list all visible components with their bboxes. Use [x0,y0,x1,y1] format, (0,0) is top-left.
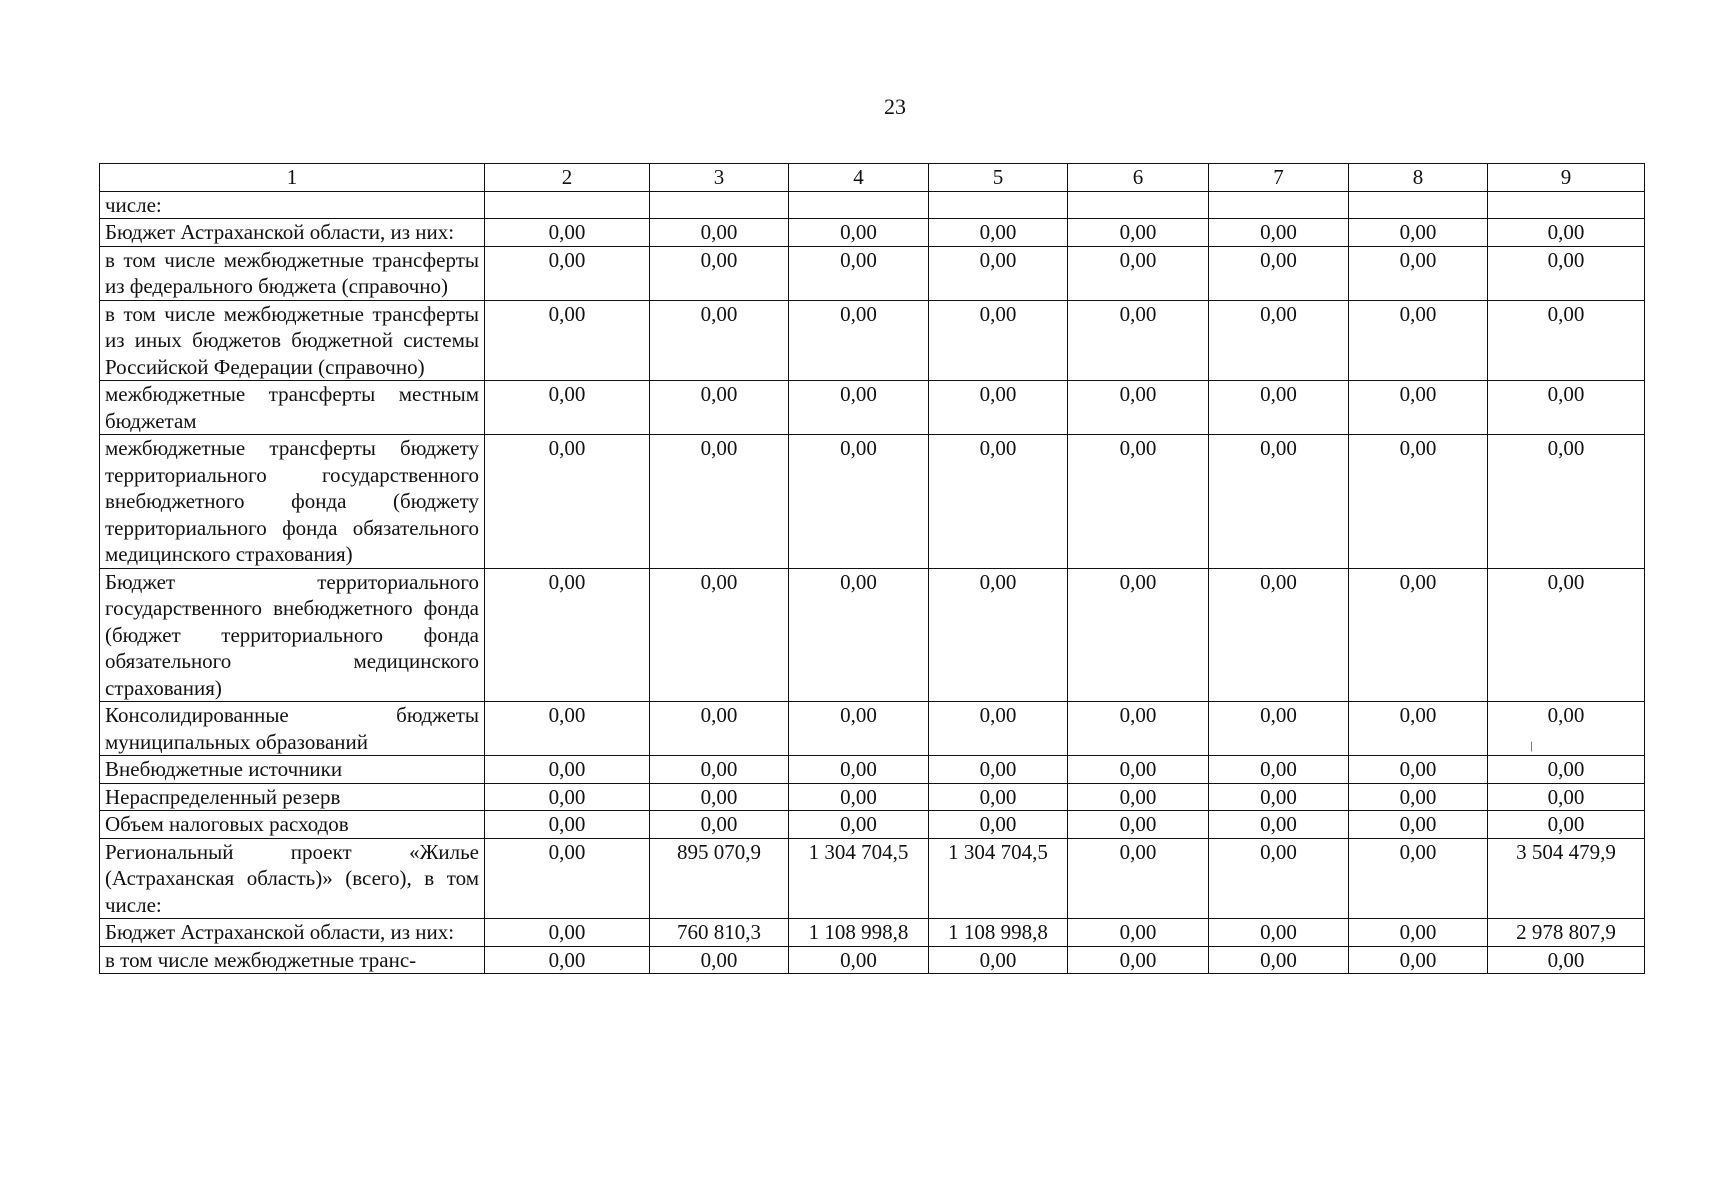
value-cell: 0,00 [485,381,650,435]
value-cell: 0,00 [650,811,789,839]
table-row [100,946,1645,974]
value-cell: 0,00 [485,219,650,247]
value-cell: 0,00 [1068,219,1209,247]
row-label: Нераспределенный резерв [100,783,485,811]
value-cell: 3 504 479,9 [1488,838,1645,919]
value-cell: 0,00 [1209,919,1349,947]
value-cell: 0,00 [929,300,1068,381]
value-cell: 760 810,3 [650,919,789,947]
row-label: Объем налоговых расходов [100,811,485,839]
row-label: Консолидированные бюджеты муниципальных образований [100,702,485,756]
value-cell: 0,00 [1349,568,1488,702]
value-cell: 0,00 [1209,300,1349,381]
value-cell: 0,00 [929,811,1068,839]
column-header: 5 [929,164,1068,192]
page-number: 23 [884,94,906,119]
value-cell: 0,00 [929,246,1068,300]
value-cell: 0,00 [789,702,929,756]
value-cell: 0,00 [1349,702,1488,756]
value-cell: 0,00 [650,246,789,300]
value-cell: 0,00 [789,381,929,435]
value-cell: 0,00 [789,246,929,300]
table-row [100,811,1645,839]
table-row [100,702,1645,756]
column-header: 3 [650,164,789,192]
table-row [100,381,1645,435]
value-cell: 895 070,9 [650,838,789,919]
value-cell: 2 978 807,9 [1488,919,1645,947]
table-row [100,568,1645,702]
value-cell: 1 108 998,8 [929,919,1068,947]
value-cell: 0,00 [650,381,789,435]
table-body [100,191,1645,974]
value-cell: 0,00 [1068,756,1209,784]
value-cell: 0,00 [929,756,1068,784]
value-cell: 0,00 [485,756,650,784]
value-cell: 0,00 [650,783,789,811]
table-row [100,246,1645,300]
value-cell: 0,00 [1349,300,1488,381]
value-cell [650,191,789,219]
value-cell: 0,00 [1068,811,1209,839]
value-cell: 0,00 [789,219,929,247]
value-cell: 0,00 [929,381,1068,435]
value-cell: 0,00 [1349,811,1488,839]
value-cell: 0,00 [1068,946,1209,974]
value-cell [929,191,1068,219]
table-row [100,300,1645,381]
value-cell: 0,00 [1068,838,1209,919]
value-cell: 0,00 [1209,568,1349,702]
value-cell: 0,00 [1209,702,1349,756]
value-cell: 0,00 [929,946,1068,974]
value-cell: 0,00 [789,435,929,569]
value-cell: 0,00 [929,702,1068,756]
value-cell: 0,00 [1488,811,1645,839]
row-label: в том числе межбюджетные трансферты из иных бюджетов бюджетной системы Российской Федерации (справочно) [100,300,485,381]
row-label: межбюджетные трансферты местным бюджетам [100,381,485,435]
value-cell: 0,00 [485,702,650,756]
table-row [100,435,1645,569]
table-row [100,219,1645,247]
value-cell: 1 304 704,5 [929,838,1068,919]
value-cell: 0,00 [929,219,1068,247]
row-label: Бюджет Астраханской области, из них: [100,219,485,247]
value-cell: 0,00 [1209,946,1349,974]
value-cell: 0,00 [789,811,929,839]
value-cell: 0,00 [789,946,929,974]
value-cell: 0,00 [789,783,929,811]
column-header: 8 [1349,164,1488,192]
value-cell: 0,00 [929,783,1068,811]
column-header: 2 [485,164,650,192]
value-cell: 0,00 [929,435,1068,569]
value-cell: 0,00 [485,568,650,702]
value-cell: 0,00 [485,783,650,811]
row-label: Бюджет территориального государственного внебюджетного фонда (бюджет территориального фонда обязательного медицинского страхования) [100,568,485,702]
column-header: 4 [789,164,929,192]
value-cell: 0,00 [1068,568,1209,702]
value-cell: 0,00 [1488,219,1645,247]
value-cell: 0,00 [1488,381,1645,435]
row-label: межбюджетные трансферты бюджету территориального государственного внебюджетного фонда (бюджету территориального фонда обязательного медицинского страхования) [100,435,485,569]
value-cell: 0,00 [789,568,929,702]
value-cell: 0,00 [1068,783,1209,811]
row-label: числе: [100,191,485,219]
value-cell: 0,00 [1349,381,1488,435]
column-header: 9 [1488,164,1645,192]
value-cell: 0,00 [1349,756,1488,784]
value-cell [1068,191,1209,219]
value-cell: 1 304 704,5 [789,838,929,919]
value-cell [1209,191,1349,219]
value-cell: 0,00 [1349,783,1488,811]
value-cell: 0,00 [1068,435,1209,569]
value-cell: 0,00 [1349,919,1488,947]
value-cell [789,191,929,219]
value-cell: 0,00 [1209,219,1349,247]
value-cell: 0,00 [1209,811,1349,839]
table-row [100,838,1645,919]
value-cell: 0,00 [485,246,650,300]
header-row [100,164,1645,192]
value-cell: 0,00 [1349,435,1488,569]
row-label: Внебюджетные источники [100,756,485,784]
value-cell: 0,00 [929,568,1068,702]
value-cell: 0,00 [1488,946,1645,974]
pen-mark: / [1527,739,1537,756]
value-cell: 0,00 [1209,756,1349,784]
value-cell: 0,00 [650,702,789,756]
column-header: 1 [100,164,485,192]
value-cell: 1 108 998,8 [789,919,929,947]
value-cell: 0,00 [650,300,789,381]
budget-table [99,163,1645,974]
value-cell: 0,00 [1349,219,1488,247]
table-row [100,919,1645,947]
value-cell [485,191,650,219]
column-header: 6 [1068,164,1209,192]
value-cell: 0,00 [1068,246,1209,300]
value-cell: 0,00 [1068,919,1209,947]
value-cell: 0,00 [1209,838,1349,919]
value-cell: 0,00 [650,435,789,569]
table-row [100,783,1645,811]
value-cell: 0,00 [1068,300,1209,381]
value-cell: 0,00 [1488,568,1645,702]
row-label: в том числе межбюджетные транс- [100,946,485,974]
table-row [100,756,1645,784]
value-cell: 0,00 [485,811,650,839]
value-cell [1349,191,1488,219]
value-cell: 0,00 [1488,783,1645,811]
value-cell: 0,00 [485,838,650,919]
row-label: в том числе межбюджетные трансферты из федерального бюджета (справочно) [100,246,485,300]
value-cell: 0,00 [485,300,650,381]
value-cell: 0,00 [1209,435,1349,569]
value-cell: 0,00 [650,756,789,784]
value-cell: 0,00 [789,300,929,381]
value-cell: 0,00 [650,946,789,974]
value-cell: 0,00 [650,219,789,247]
value-cell [1488,191,1645,219]
value-cell: 0,00 [1488,246,1645,300]
column-header: 7 [1209,164,1349,192]
value-cell: 0,00 [1209,381,1349,435]
row-label: Региональный проект «Жилье (Астраханская область)» (всего), в том числе: [100,838,485,919]
value-cell: 0,00 [1349,246,1488,300]
value-cell: 0,00 [1488,702,1645,756]
value-cell: 0,00 [1488,300,1645,381]
value-cell: 0,00 [1068,381,1209,435]
value-cell: 0,00 [1209,246,1349,300]
value-cell: 0,00 [485,946,650,974]
table-row [100,191,1645,219]
value-cell: 0,00 [1488,435,1645,569]
value-cell: 0,00 [650,568,789,702]
row-label: Бюджет Астраханской области, из них: [100,919,485,947]
value-cell: 0,00 [1349,838,1488,919]
value-cell: 0,00 [1488,756,1645,784]
value-cell: 0,00 [1209,783,1349,811]
value-cell: 0,00 [485,919,650,947]
value-cell: 0,00 [789,756,929,784]
value-cell: 0,00 [1068,702,1209,756]
value-cell: 0,00 [1349,946,1488,974]
value-cell: 0,00 [485,435,650,569]
